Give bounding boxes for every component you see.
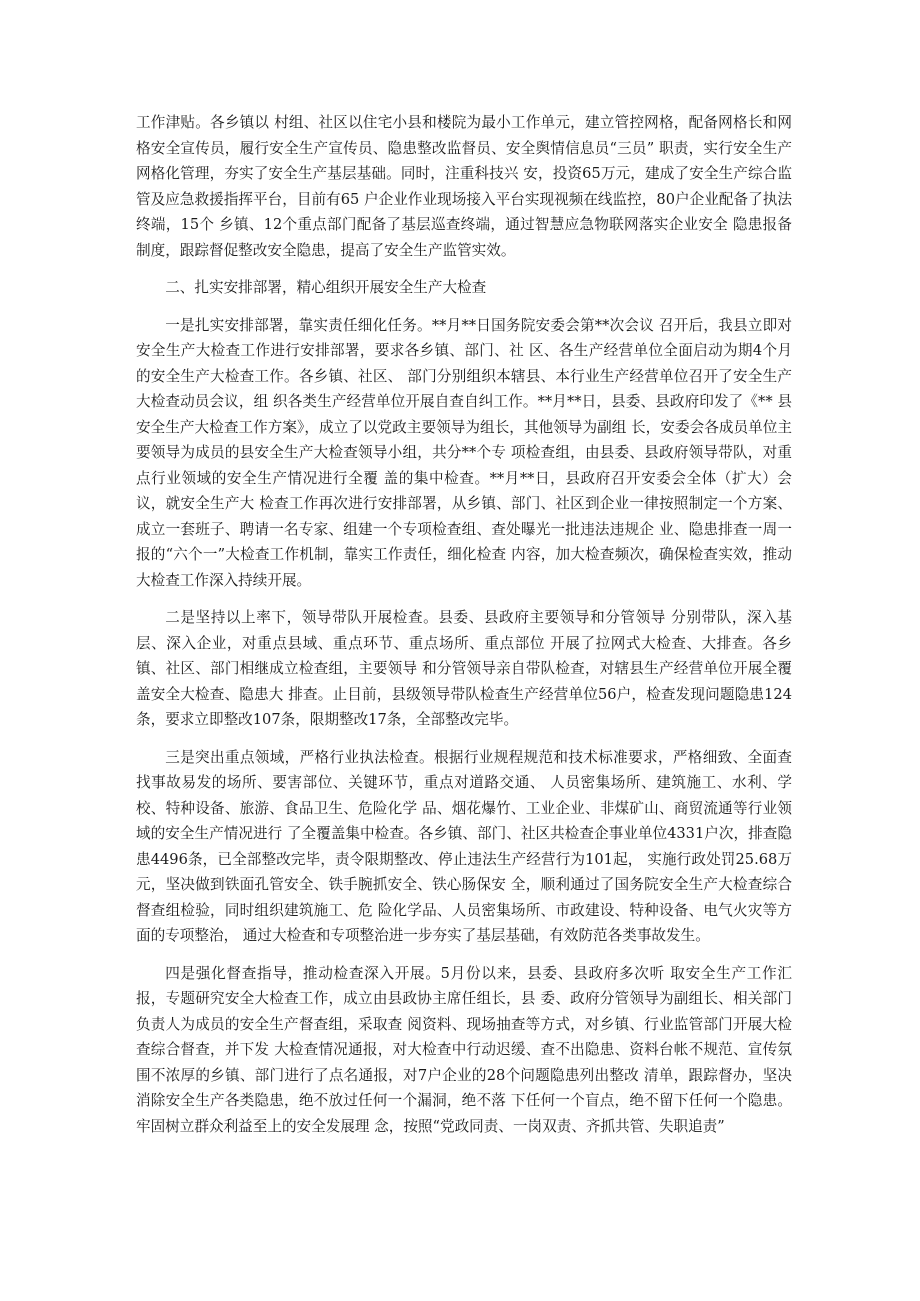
paragraph-1: 一是扎实安排部署，靠实责任细化任务。**月**日国务院安委会第**次会议 召开后，我县立即对安全生产大检查工作进行安排部署，要求各乡镇、部门、社 区、各生产经营单位全面启动为期4个月的安全生产大检查工作。各乡镇、社区、 部门分别组织本辖县、本行业生产经营单位召开了安全生产大检查动员会议，组 织各类生产经营单位开展自查自纠工作。**月**日，县委、县政府印发了《** 县安全生产大检查工作方案》，成立了以党政主要领导为组长，其他领导为副组 长，安委会各成员单位主要领导为成员的县安全生产大检查领导小组，共分**个专 项检查组，由县委、县政府领导带队，对重点行业领域的安全生产情况进行全覆 盖的集中检查。**月**日，县政府召开安委会全体（扩大）会议，就安全生产大 检查工作再次进行安排部署，从乡镇、部门、社区到企业一律按照制定一个方案、 成立一套班子、聘请一名专家、组建一个专项检查组、查处曝光一批违法违规企 业、隐患排查一周一报的“六个一”大检查工作机制，靠实工作责任，细化检查 内容，加大检查频次，确保检查实效，推动大检查工作深入持续开展。 — [136, 316, 792, 589]
paragraph-2: 二是坚持以上率下，领导带队开展检查。县委、县政府主要领导和分管领导 分别带队，深入基层、深入企业，对重点县域、重点环节、重点场所、重点部位 开展了拉网式大检查、大排查。各乡镇、社区、部门相继成立检查组，主要领导 和分管领导亲自带队检查，对辖县生产经营单位开展全覆盖安全大检查、隐患大 排查。止目前，县级领导带队检查生产经营单位56户，检查发现问题隐患124 条，要求立即整改107条，限期整改17条，全部整改完毕。 — [136, 609, 792, 728]
paragraph-4: 四是强化督查指导，推动检查深入开展。5月份以来，县委、县政府多次听 取安全生产工作汇报，专题研究安全大检查工作，成立由县政协主席任组长，县 委、政府分管领导为副组长、相关部门负责人为成员的安全生产督查组，采取查 阅资料、现场抽查等方式，对乡镇、行业监管部门开展大检查综合督查，并下发 大检查情况通报，对大检查中行动迟缓、查不出隐患、资料台帐不规范、宣传氛 围不浓厚的乡镇、部门进行了点名通报，对7户企业的28个问题隐患列出整改 清单，跟踪督办，坚决消除安全生产各类隐患，绝不放过任何一个漏洞，绝不落 下任何一个盲点，绝不留下任何一个隐患。牢固树立群众利益至上的安全发展理 念，按照“党政同责、一岗双责、齐抓共管、失职追责” — [136, 964, 792, 1135]
paragraph-3: 三是突出重点领域，严格行业执法检查。根据行业规程规范和技术标准要求，严格细致、全面查找事故易发的场所、要害部位、关键环节，重点对道路交通、 人员密集场所、建筑施工、水利、学校、特种设备、旅游、食品卫生、危险化学 品、烟花爆竹、工业企业、非煤矿山、商贸流通等行业领域的安全生产情况进行 了全覆盖集中检查。各乡镇、部门、社区共检查企事业单位4331户次，排查隐 患4496条，已全部整改完毕，责令限期整改、停止违法生产经营行为101起， 实施行政处罚25.68万元，坚决做到铁面孔管安全、铁手腕抓安全、铁心肠保安 全，顺利通过了国务院安全生产大检查综合督查组检验，同时组织建筑施工、危 险化学品、人员密集场所、市政建设、特种设备、电气火灾等方面的专项整治， 通过大检查和专项整治进一步夯实了基层基础，有效防范各类事故发生。 — [136, 748, 792, 944]
paragraph-intro: 工作津贴。各乡镇以 村组、社区以住宅小县和楼院为最小工作单元，建立管控网格，配备网格长和网 格安全宣传员，履行安全生产宣传员、隐患整改监督员、安全舆情信息员“三员” 职责，实行安全生产网格化管理，夯实了安全生产基层基础。同时，注重科技兴 安，投资65万元，建成了安全生产综合监管及应急救援指挥平台，目前有65 户企业作业现场接入平台实现视频在线监控，80户企业配备了执法终端，15个 乡镇、12个重点部门配备了基层巡查终端，通过智慧应急物联网落实企业安全 隐患报备制度，跟踪督促整改安全隐患，提高了安全生产监管实效。 — [136, 114, 792, 259]
document-body — [136, 110, 792, 1151]
section-heading: 二、扎实安排部署，精心组织开展安全生产大检查 — [165, 279, 487, 296]
